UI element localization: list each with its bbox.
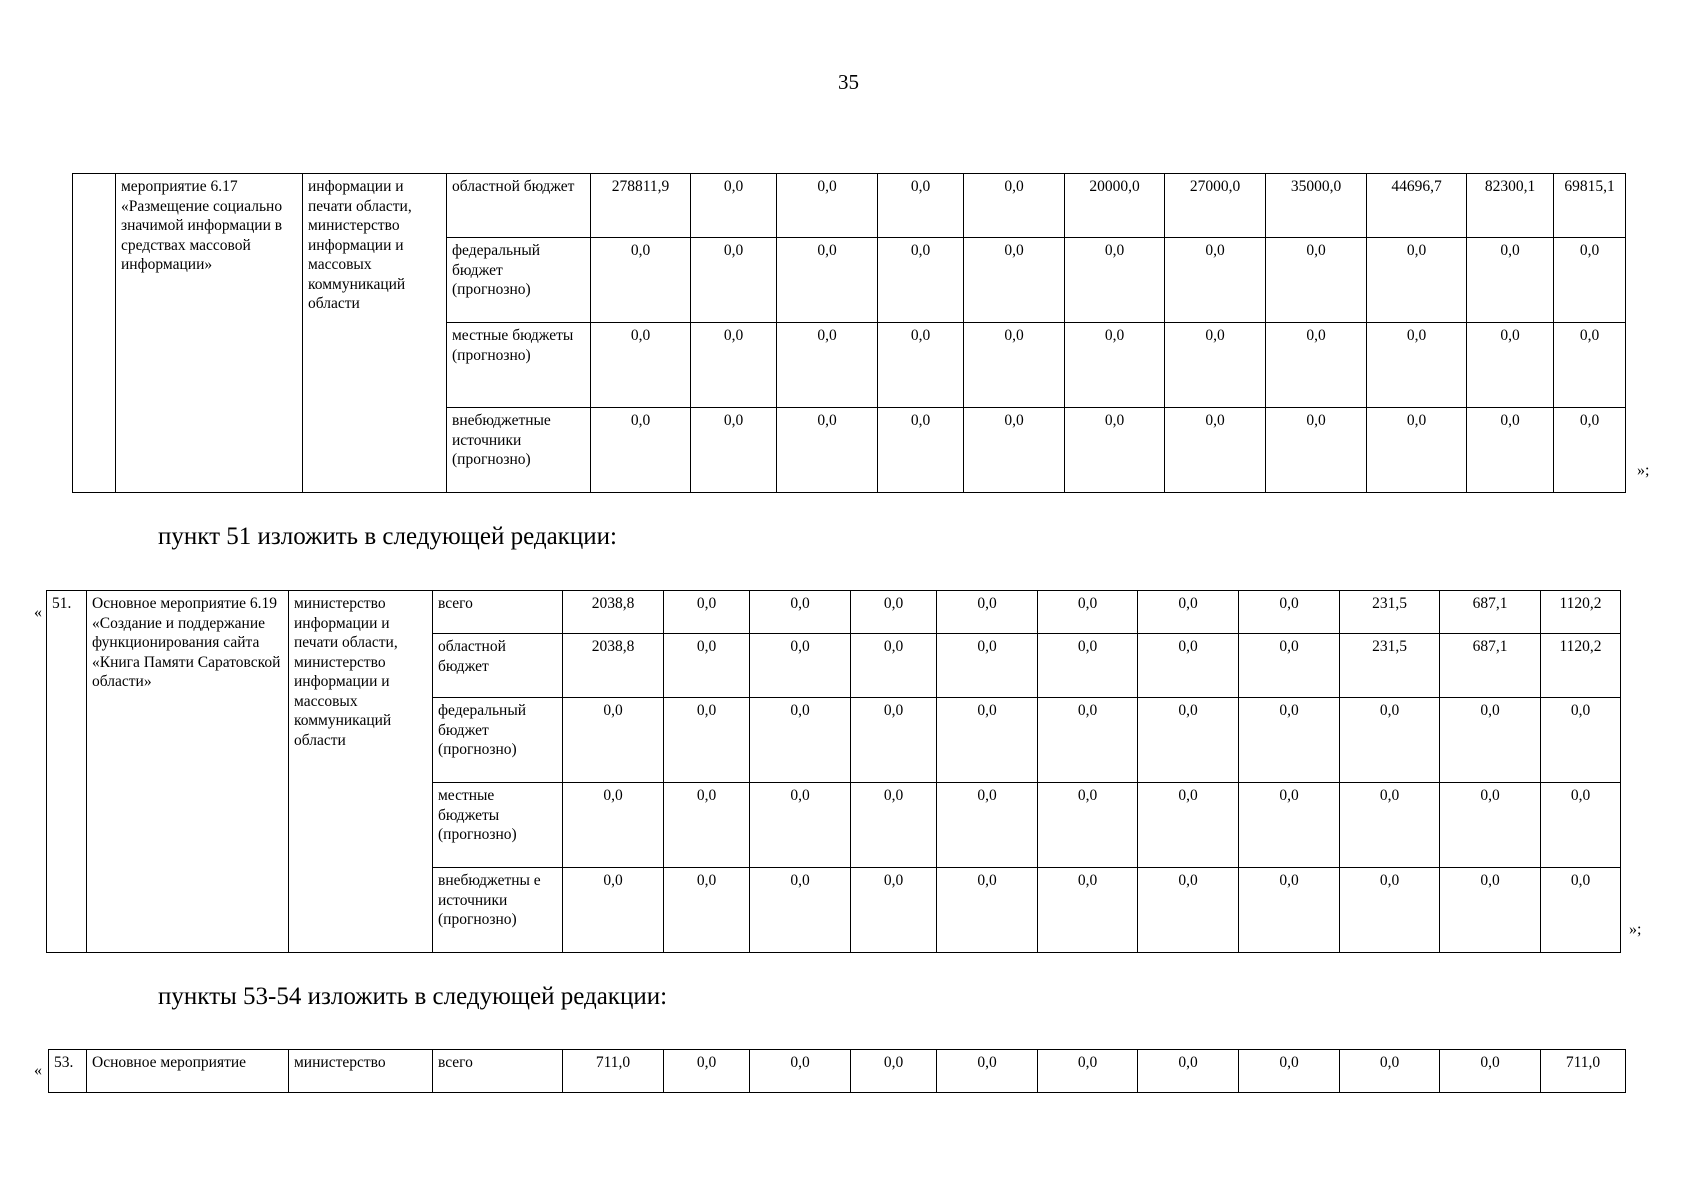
value-cell: 0,0 bbox=[1440, 698, 1541, 783]
value-cell: 0,0 bbox=[1065, 408, 1165, 493]
value-cell: 0,0 bbox=[1239, 868, 1340, 953]
value-cell: 0,0 bbox=[937, 1050, 1038, 1093]
value-cell: 0,0 bbox=[964, 323, 1065, 408]
value-cell: 0,0 bbox=[1367, 238, 1467, 323]
value-cell: 0,0 bbox=[937, 783, 1038, 868]
value-cell: 0,0 bbox=[1165, 323, 1266, 408]
value-cell: 0,0 bbox=[750, 591, 851, 634]
value-cell: 0,0 bbox=[591, 323, 691, 408]
value-cell: 0,0 bbox=[1239, 1050, 1340, 1093]
value-cell: 231,5 bbox=[1340, 591, 1440, 634]
row-number-cell bbox=[73, 174, 116, 493]
section-heading: пункты 53-54 изложить в следующей редакции: bbox=[158, 983, 668, 1010]
value-cell: 0,0 bbox=[878, 323, 964, 408]
executor-cell: информации и печати области, министерство информации и массовых коммуникаций области bbox=[303, 174, 447, 493]
executor-cell: министерство bbox=[289, 1050, 433, 1093]
value-cell: 0,0 bbox=[1239, 783, 1340, 868]
value-cell: 0,0 bbox=[851, 868, 937, 953]
value-cell: 0,0 bbox=[1467, 323, 1554, 408]
table-measure-6-17 bbox=[72, 173, 1626, 493]
value-cell: 0,0 bbox=[1440, 868, 1541, 953]
row-number-cell: 53. bbox=[49, 1050, 87, 1093]
value-cell: 2038,8 bbox=[563, 634, 664, 698]
funding-source-cell: областной бюджет bbox=[433, 634, 563, 698]
value-cell: 711,0 bbox=[1541, 1050, 1626, 1093]
value-cell: 0,0 bbox=[1239, 634, 1340, 698]
closing-quote: »; bbox=[1629, 921, 1642, 938]
value-cell: 0,0 bbox=[878, 174, 964, 238]
executor-cell: министерство информации и печати области, министерство информации и массовых коммуникаций области bbox=[289, 591, 433, 953]
value-cell: 0,0 bbox=[563, 868, 664, 953]
value-cell: 0,0 bbox=[777, 238, 878, 323]
value-cell: 0,0 bbox=[691, 323, 777, 408]
value-cell: 687,1 bbox=[1440, 634, 1541, 698]
funding-source-cell: федеральный бюджет (прогнозно) bbox=[433, 698, 563, 783]
value-cell: 2038,8 bbox=[563, 591, 664, 634]
value-cell: 0,0 bbox=[937, 634, 1038, 698]
value-cell: 0,0 bbox=[1541, 868, 1621, 953]
value-cell: 0,0 bbox=[1165, 408, 1266, 493]
value-cell: 0,0 bbox=[750, 868, 851, 953]
value-cell: 0,0 bbox=[1138, 1050, 1239, 1093]
section-heading: пункт 51 изложить в следующей редакции: bbox=[158, 523, 617, 550]
value-cell: 0,0 bbox=[1239, 591, 1340, 634]
funding-source-cell: внебюджетны е источники (прогнозно) bbox=[433, 868, 563, 953]
value-cell: 0,0 bbox=[664, 591, 750, 634]
value-cell: 0,0 bbox=[1065, 238, 1165, 323]
value-cell: 0,0 bbox=[937, 868, 1038, 953]
value-cell: 0,0 bbox=[1266, 408, 1367, 493]
value-cell: 0,0 bbox=[1038, 1050, 1138, 1093]
value-cell: 1120,2 bbox=[1541, 591, 1621, 634]
measure-name-cell: Основное мероприятие bbox=[87, 1050, 289, 1093]
funding-source-cell: областной бюджет bbox=[447, 174, 591, 238]
funding-source-cell: федеральный бюджет (прогнозно) bbox=[447, 238, 591, 323]
value-cell: 0,0 bbox=[664, 868, 750, 953]
value-cell: 0,0 bbox=[1038, 634, 1138, 698]
value-cell: 0,0 bbox=[750, 1050, 851, 1093]
value-cell: 0,0 bbox=[1367, 408, 1467, 493]
value-cell: 0,0 bbox=[937, 698, 1038, 783]
value-cell: 35000,0 bbox=[1266, 174, 1367, 238]
page-number: 35 bbox=[838, 70, 859, 94]
row-number-cell: 51. bbox=[47, 591, 87, 953]
value-cell: 0,0 bbox=[777, 174, 878, 238]
value-cell: 0,0 bbox=[1367, 323, 1467, 408]
value-cell: 0,0 bbox=[1340, 868, 1440, 953]
value-cell: 0,0 bbox=[777, 323, 878, 408]
measure-name-cell: Основное мероприятие 6.19 «Создание и поддержание функционирования сайта «Книга Памяти Саратовской области» bbox=[87, 591, 289, 953]
value-cell: 0,0 bbox=[1266, 238, 1367, 323]
value-cell: 0,0 bbox=[964, 174, 1065, 238]
value-cell: 0,0 bbox=[1138, 868, 1239, 953]
value-cell: 0,0 bbox=[750, 783, 851, 868]
value-cell: 0,0 bbox=[964, 238, 1065, 323]
value-cell: 0,0 bbox=[1165, 238, 1266, 323]
value-cell: 0,0 bbox=[1340, 1050, 1440, 1093]
value-cell: 20000,0 bbox=[1065, 174, 1165, 238]
value-cell: 0,0 bbox=[1065, 323, 1165, 408]
funding-source-cell: внебюджетные источники (прогнозно) bbox=[447, 408, 591, 493]
value-cell: 687,1 bbox=[1440, 591, 1541, 634]
value-cell: 0,0 bbox=[878, 408, 964, 493]
value-cell: 0,0 bbox=[1138, 783, 1239, 868]
value-cell: 1120,2 bbox=[1541, 634, 1621, 698]
value-cell: 711,0 bbox=[563, 1050, 664, 1093]
value-cell: 27000,0 bbox=[1165, 174, 1266, 238]
value-cell: 0,0 bbox=[1340, 783, 1440, 868]
value-cell: 0,0 bbox=[750, 698, 851, 783]
value-cell: 0,0 bbox=[1554, 323, 1626, 408]
value-cell: 0,0 bbox=[1138, 634, 1239, 698]
value-cell: 0,0 bbox=[664, 634, 750, 698]
value-cell: 0,0 bbox=[1038, 783, 1138, 868]
value-cell: 0,0 bbox=[691, 238, 777, 323]
value-cell: 0,0 bbox=[691, 408, 777, 493]
value-cell: 0,0 bbox=[851, 783, 937, 868]
funding-source-cell: всего bbox=[433, 1050, 563, 1093]
value-cell: 0,0 bbox=[563, 783, 664, 868]
value-cell: 0,0 bbox=[1541, 698, 1621, 783]
value-cell: 0,0 bbox=[1467, 408, 1554, 493]
value-cell: 0,0 bbox=[1138, 698, 1239, 783]
value-cell: 0,0 bbox=[1038, 698, 1138, 783]
value-cell: 0,0 bbox=[750, 634, 851, 698]
table-measure-53 bbox=[48, 1049, 1626, 1093]
value-cell: 0,0 bbox=[964, 408, 1065, 493]
value-cell: 0,0 bbox=[1554, 408, 1626, 493]
value-cell: 0,0 bbox=[1340, 698, 1440, 783]
value-cell: 0,0 bbox=[851, 634, 937, 698]
value-cell: 0,0 bbox=[1541, 783, 1621, 868]
value-cell: 0,0 bbox=[937, 591, 1038, 634]
opening-quote: « bbox=[34, 604, 42, 621]
value-cell: 0,0 bbox=[664, 1050, 750, 1093]
opening-quote: « bbox=[34, 1062, 42, 1079]
value-cell: 44696,7 bbox=[1367, 174, 1467, 238]
value-cell: 278811,9 bbox=[591, 174, 691, 238]
value-cell: 0,0 bbox=[777, 408, 878, 493]
value-cell: 0,0 bbox=[1554, 238, 1626, 323]
value-cell: 0,0 bbox=[664, 783, 750, 868]
value-cell: 0,0 bbox=[851, 698, 937, 783]
funding-source-cell: местные бюджеты (прогнозно) bbox=[447, 323, 591, 408]
value-cell: 0,0 bbox=[1440, 783, 1541, 868]
value-cell: 82300,1 bbox=[1467, 174, 1554, 238]
funding-source-cell: местные бюджеты (прогнозно) bbox=[433, 783, 563, 868]
value-cell: 0,0 bbox=[1266, 323, 1367, 408]
closing-quote: »; bbox=[1637, 462, 1650, 479]
value-cell: 0,0 bbox=[851, 1050, 937, 1093]
value-cell: 0,0 bbox=[851, 591, 937, 634]
value-cell: 0,0 bbox=[1038, 591, 1138, 634]
table-measure-51 bbox=[46, 590, 1621, 953]
value-cell: 0,0 bbox=[591, 408, 691, 493]
measure-name-cell: мероприятие 6.17 «Размещение социально значимой информации в средствах массовой информации» bbox=[116, 174, 303, 493]
value-cell: 0,0 bbox=[664, 698, 750, 783]
value-cell: 0,0 bbox=[1138, 591, 1239, 634]
value-cell: 0,0 bbox=[1038, 868, 1138, 953]
value-cell: 0,0 bbox=[591, 238, 691, 323]
value-cell: 69815,1 bbox=[1554, 174, 1626, 238]
value-cell: 0,0 bbox=[878, 238, 964, 323]
value-cell: 0,0 bbox=[1239, 698, 1340, 783]
value-cell: 0,0 bbox=[691, 174, 777, 238]
value-cell: 0,0 bbox=[1440, 1050, 1541, 1093]
value-cell: 231,5 bbox=[1340, 634, 1440, 698]
value-cell: 0,0 bbox=[563, 698, 664, 783]
funding-source-cell: всего bbox=[433, 591, 563, 634]
value-cell: 0,0 bbox=[1467, 238, 1554, 323]
